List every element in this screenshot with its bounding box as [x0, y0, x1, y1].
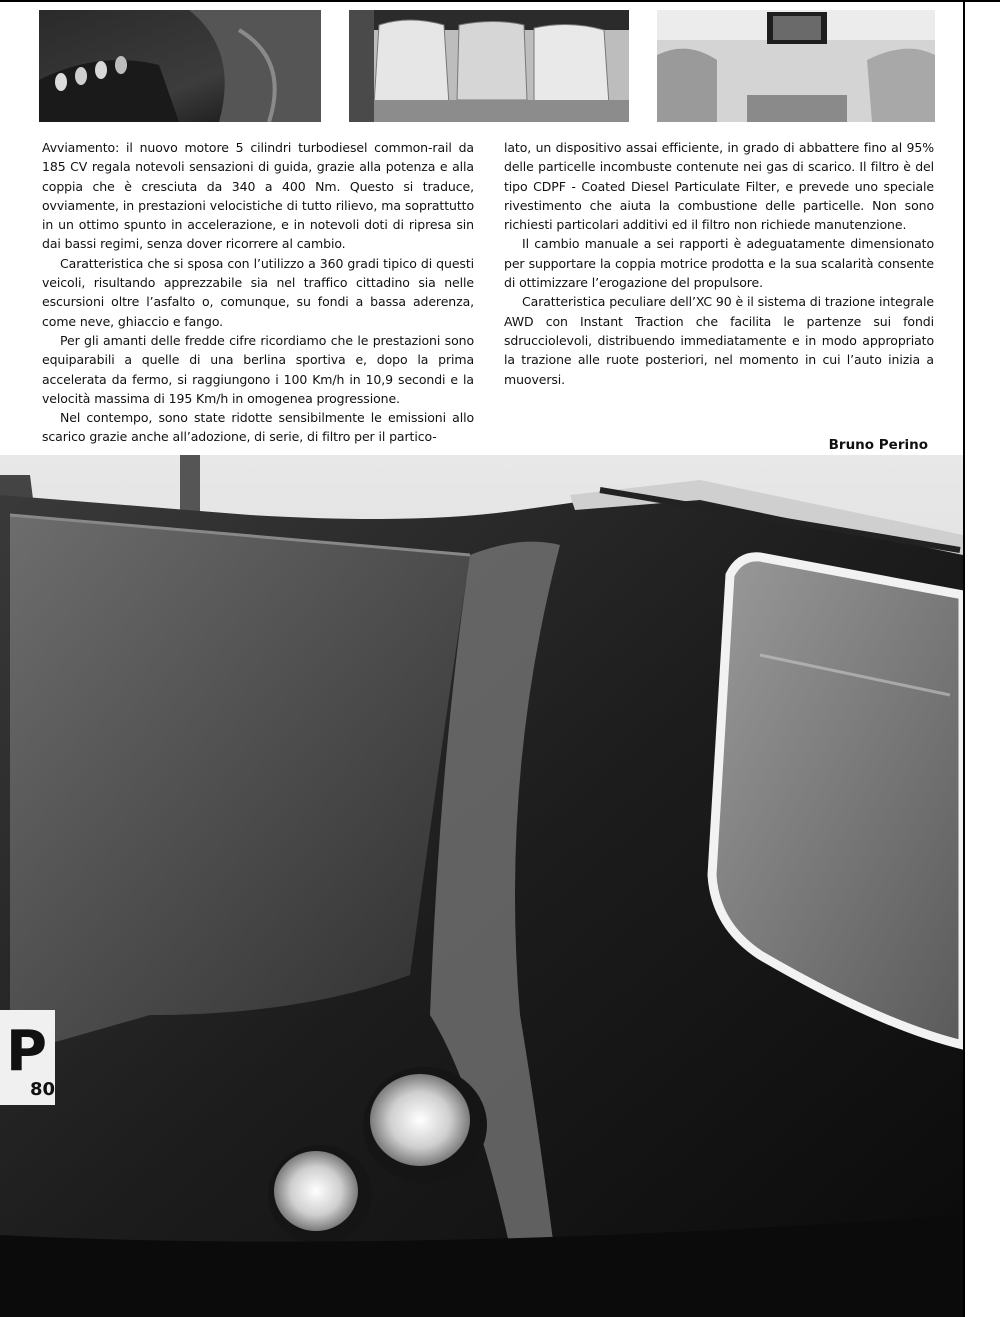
page-top-border: [0, 0, 1000, 2]
article-column-right: [504, 138, 934, 389]
author-byline: Bruno Perino: [828, 437, 928, 453]
photo-car-rear: [0, 455, 963, 1317]
page-right-border: [963, 0, 965, 1317]
photo-dashboard-controls: [39, 10, 321, 122]
paragraph: Per gli amanti delle fredde cifre ricordiamo che le prestazioni sono equiparabili a quelle di una berlina sportiva e, dopo la prima accelerata da fermo, si raggiungono i 100 Km/h in 10,9 secondi e la velocità massima di 195 Km/h in omogenea progressione.: [42, 332, 474, 406]
paragraph: Nel contempo, sono state ridotte sensibilmente le emissioni allo scarico grazie anche all’adozione, di serie, di filtro per il partico-: [42, 410, 474, 445]
photo-rear-seats: [349, 10, 629, 122]
article-column-left: [42, 138, 474, 447]
paragraph: Caratteristica peculiare dell’XC 90 è il sistema di trazione integrale AWD con Instant Traction che facilita le partenze sui fondi sdrucciolevoli, distribuendo immediatamente e in modo appropriato la trazione alle ruote posteriori, nel momento in cui l’auto inizia a muoversi.: [504, 294, 934, 387]
paragraph: Avviamento: il nuovo motore 5 cilindri turbodiesel common-rail da 185 CV regala notevoli sensazioni di guida, grazie alla potenza e alla coppia che è cresciuta da 340 a 400 Nm. Questo si traduce, ovviamente, in prestazioni velocistiche di tutto rilievo, ma soprattutto in un ottimo spunto in accelerazione, e in notevoli doti di ripresa sin dai bassi regimi, senza dover ricorrere al cambio.: [42, 140, 474, 252]
photo-rear-screen: [657, 10, 935, 122]
paragraph: Il cambio manuale a sei rapporti è adeguatamente dimensionato per supportare la coppia motrice prodotta e la sua scalarità consente di ottimizzare l’erogazione del propulsore.: [504, 236, 934, 291]
plate-digits: 80: [30, 1079, 56, 1100]
plate-letter: P: [6, 1019, 48, 1084]
paragraph: lato, un dispositivo assai efficiente, in grado di abbattere fino al 95% delle particelle incombuste contenute nei gas di scarico. Il filtro è del tipo CDPF - Coated Diesel Particulate Filter, e prevede uno speciale rivestimento che aiuta la combustione delle particelle. Non sono richiesti particolari additivi ed il filtro non richiede manutenzione.: [504, 140, 934, 233]
paragraph: Caratteristica che si sposa con l’utilizzo a 360 gradi tipico di questi veicoli, risultando apprezzabile sia nel traffico cittadino sia nelle escursioni oltre l’asfalto o, comunque, su fondi a bassa aderenza, come neve, ghiaccio e fango.: [42, 255, 474, 329]
